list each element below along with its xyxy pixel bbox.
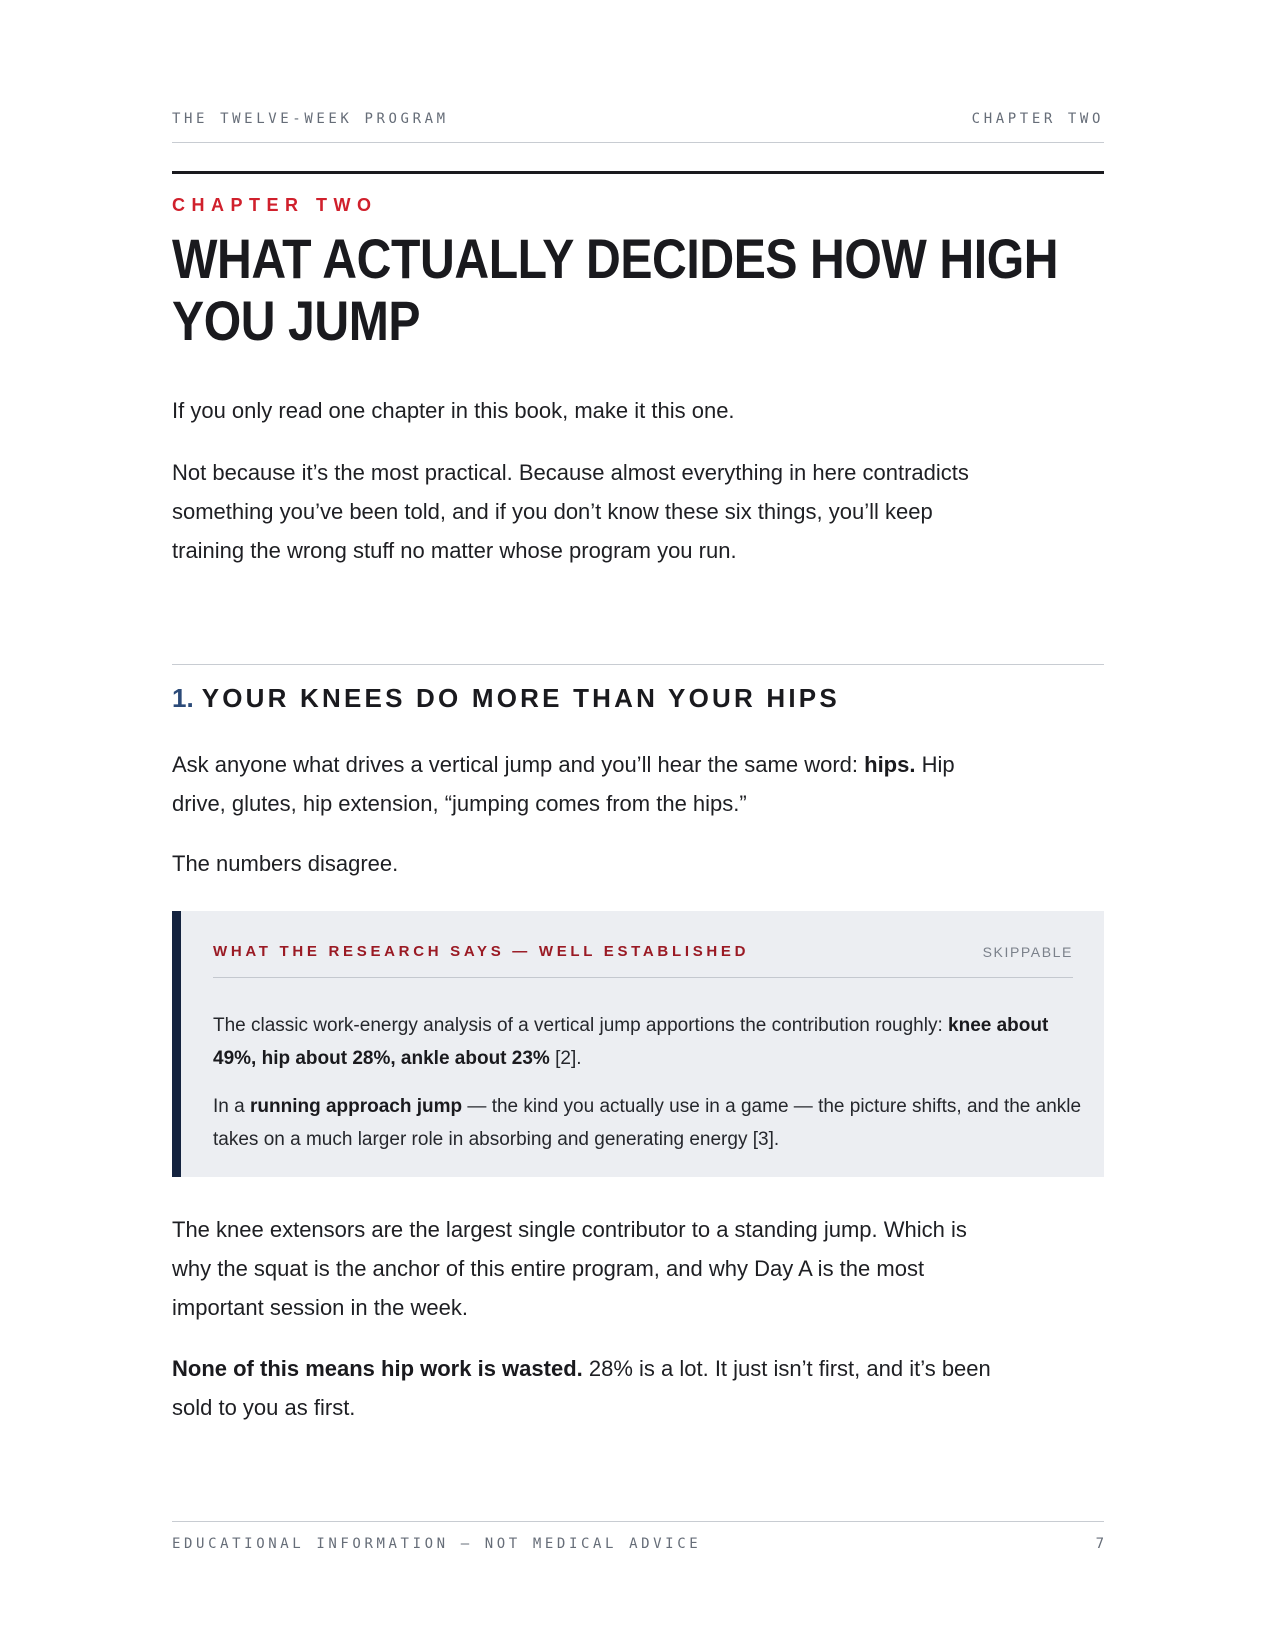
document-page: [172, 0, 1104, 1650]
bold-emphasis: running approach jump: [249, 1096, 463, 1117]
callout-paragraph-2: [213, 1090, 1083, 1156]
callout-header: [213, 941, 1073, 978]
skippable-tag: SKIPPABLE: [982, 944, 1073, 960]
callout-paragraph-1: [213, 1009, 1083, 1075]
bold-emphasis: knee about 49%, hip about 28%, ankle about 23%: [213, 1015, 1049, 1069]
section-paragraph-1: [172, 745, 992, 823]
callout-text: — the kind you actually use in a game — the picture shifts, and the ankle takes on a much larger role in absorbing and generating energy [3].: [213, 1096, 1082, 1150]
heavy-divider: [172, 171, 1104, 174]
paragraph-text: 28% is a lot. It just isn’t first, and it’s been sold to you as first.: [172, 1356, 991, 1420]
bold-emphasis: hips.: [864, 752, 916, 777]
citation: [2].: [549, 1048, 582, 1069]
section-paragraph-2: The numbers disagree.: [172, 851, 399, 876]
research-callout: [172, 911, 1104, 1177]
section-heading: [172, 683, 840, 714]
chapter-kicker: CHAPTER TWO: [172, 195, 378, 215]
section-divider: [172, 664, 1104, 665]
paragraph-text: Ask anyone what drives a vertical jump and you’ll hear the same word:: [172, 752, 865, 777]
page-footer: [172, 1521, 1104, 1558]
running-header: [172, 108, 1104, 143]
chapter-title: WHAT ACTUALLY DECIDES HOW HIGH YOU JUMP: [172, 227, 1059, 352]
section-paragraph-3: The knee extensors are the largest single contributor to a standing jump. Which is why the squat is the anchor of this entire program, and why Day A is the most important session in the week.: [172, 1217, 967, 1320]
callout-text: The classic work-energy analysis of a vertical jump apportions the contribution roughly:: [213, 1015, 949, 1036]
callout-text: In a: [213, 1096, 250, 1117]
intro-paragraph-2: Not because it’s the most practical. Because almost everything in here contradicts something you’ve been told, and if you don’t know these six things, you’ll keep training the wrong stuff no matter whose program you run.: [172, 460, 969, 563]
footer-disclaimer: EDUCATIONAL INFORMATION — NOT MEDICAL ADVICE: [172, 1536, 702, 1552]
running-header-book-title: THE TWELVE-WEEK PROGRAM: [172, 111, 449, 127]
section-heading-text: YOUR KNEES DO MORE THAN YOUR HIPS: [201, 683, 840, 713]
bold-emphasis: None of this means hip work is wasted.: [172, 1356, 583, 1381]
intro-paragraph-1: If you only read one chapter in this book, make it this one.: [172, 398, 735, 423]
section-number: 1.: [172, 683, 194, 713]
paragraph-text: Hip drive, glutes, hip extension, “jumping comes from the hips.”: [172, 752, 955, 816]
running-header-chapter: CHAPTER TWO: [971, 111, 1104, 127]
callout-title: WHAT THE RESEARCH SAYS — WELL ESTABLISHED: [213, 943, 750, 960]
section-paragraph-4: [172, 1349, 992, 1427]
page-number: 7: [1095, 1536, 1104, 1552]
